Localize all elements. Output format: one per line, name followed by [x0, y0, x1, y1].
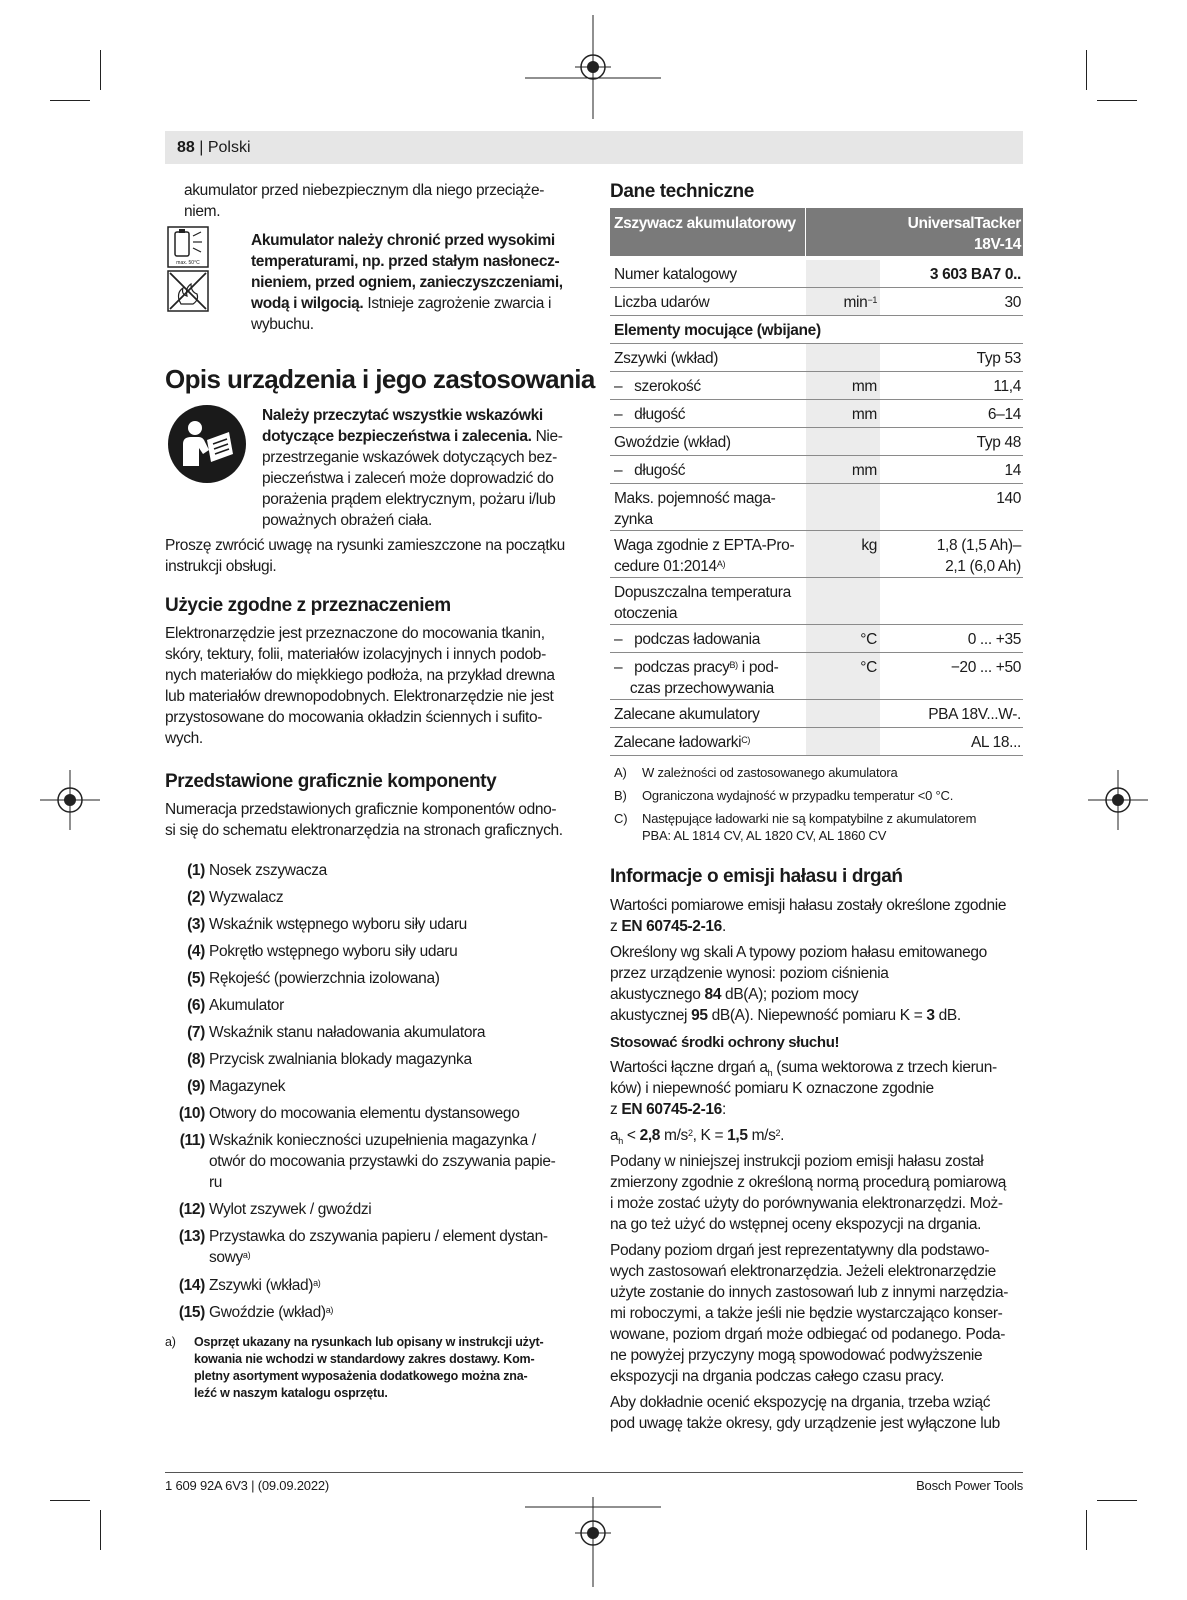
noise-line: [610, 1099, 726, 1120]
table-cell-label: – długość: [614, 406, 686, 423]
header-separator: |: [194, 139, 208, 156]
read-manual-line: poważnych obrażeń ciała.: [262, 512, 432, 529]
noise-line: [610, 916, 726, 937]
noise-text: akustycznej: [610, 1007, 692, 1024]
component-text-line: Gwoździe (wkład): [209, 1304, 326, 1321]
noise-value: 1,5: [727, 1127, 748, 1144]
table-cell-label: [614, 582, 791, 624]
noise-line: zmierzony zgodnie z określoną normą procedurą pomiarową: [610, 1174, 1007, 1191]
no-water-fire-icon: [167, 270, 209, 312]
table-header-model: UniversalTacker: [907, 215, 1021, 232]
table-row: [610, 316, 1023, 344]
component-text: [209, 1275, 579, 1296]
components-footnote: [194, 1334, 594, 1402]
table-cell-value: Typ 53: [976, 350, 1021, 367]
noise-text: m/s: [660, 1127, 688, 1144]
noise-subscript: h: [767, 1068, 773, 1079]
components-footnote-line: pletny asortyment wyposażenia dodatkowego można zna-: [194, 1369, 528, 1383]
component-text-line: Przystawka do zszywania papieru / element dystan-: [209, 1228, 548, 1245]
table-cell-label: [614, 488, 776, 530]
footer-left: 1 609 92A 6V3 | (09.09.2022): [165, 1478, 330, 1493]
crop-mark: [1097, 1500, 1137, 1501]
component-number: (1): [187, 862, 205, 879]
noise-line: i może zostać użyty do porównywania elektronarzędzi. Moż-: [610, 1195, 1003, 1212]
table-cell-unit: °C: [860, 631, 877, 648]
table-cell-label-line: cedure 01:2014: [614, 558, 717, 575]
read-manual-bold: dotyczące bezpieczeństwa i zalecenia.: [262, 428, 532, 445]
components-footnote-line: kowania nie wchodzi w standardowy zakres dostawy. Kom-: [194, 1352, 535, 1366]
noise-standard: EN 60745-2-16: [621, 1101, 722, 1118]
component-text-line: sowy: [209, 1249, 243, 1266]
crop-mark: [1097, 100, 1137, 101]
table-footnote-ref: B): [729, 660, 738, 670]
noise-line: Określony wg skali A typowy poziom hałasu emitowanego: [610, 944, 987, 961]
battery-warning-line: Akumulator należy chronić przed wysokimi: [251, 232, 555, 249]
hearing-protection-warning: Stosować środki ochrony słuchu!: [610, 1034, 840, 1051]
note-line: Proszę zwrócić uwagę na rysunki zamieszczone na początku: [165, 537, 565, 554]
component-text-line: Zszywki (wkład): [209, 1277, 314, 1294]
table-row: [610, 288, 1023, 316]
intended-use-line: przystosowane do mocowania okładzin ściennych i sufito-: [165, 709, 543, 726]
note-line: instrukcji obsługi.: [165, 558, 277, 575]
component-number: (4): [187, 943, 205, 960]
component-text: Wskaźnik stanu naładowania akumulatora: [209, 1024, 486, 1041]
component-text: [209, 1226, 579, 1268]
battery-warning-bold: wodą i wilgocią.: [251, 295, 364, 312]
table-cell-label: – szerokość: [614, 378, 701, 395]
crop-mark: [1086, 1510, 1087, 1550]
table-cell-label-line: otoczenia: [614, 605, 678, 622]
crop-mark: [1086, 50, 1087, 90]
noise-line: użyte zostanie do innych zastosowań lub z innymi narzędzia-: [610, 1284, 1009, 1301]
table-cell-value: PBA 18V...W-.: [928, 706, 1021, 723]
table-cell-value: −20 ... +50: [950, 659, 1021, 676]
component-text-line: Wskaźnik konieczności uzupełnienia magazynka /: [209, 1132, 536, 1149]
tech-data-title: Dane techniczne: [610, 181, 754, 202]
noise-line: przez urządzenie wynosi: poziom ciśnienia: [610, 965, 889, 982]
noise-text: akustycznego: [610, 986, 705, 1003]
noise-value: 95: [691, 1007, 708, 1024]
noise-line: ekspozycji na drgania podczas całego czasu pracy.: [610, 1368, 945, 1385]
component-number: (6): [187, 997, 205, 1014]
component-number: (8): [187, 1051, 205, 1068]
component-text: [209, 1130, 579, 1193]
table-cell-value-line: 2,1 (6,0 Ah): [945, 558, 1021, 575]
noise-text: Wartości łączne drgań a: [610, 1059, 768, 1076]
table-row: [610, 400, 1023, 428]
table-footnote-ref: C): [741, 735, 751, 745]
unit-exponent: −1: [867, 295, 877, 305]
component-text: Pokrętło wstępnego wyboru siły udaru: [209, 943, 458, 960]
battery-warning-line: [251, 293, 551, 314]
registration-mark-left: [40, 770, 100, 830]
noise-text: m/s: [747, 1127, 776, 1144]
table-cell-label: Zalecane akumulatory: [614, 706, 760, 723]
component-number: (14): [178, 1277, 205, 1294]
table-cell-label-line: – podczas pracy: [614, 659, 730, 676]
noise-text: , K =: [692, 1127, 728, 1144]
table-row: [610, 653, 1023, 700]
component-number: (11): [179, 1132, 205, 1149]
table-row: [610, 700, 1023, 728]
table-cell-label-line: Dopuszczalna temperatura: [614, 584, 791, 601]
table-cell-value: 3 603 BA7 0..: [929, 266, 1021, 283]
component-text: Nosek zszywacza: [209, 862, 327, 879]
table-section-label: Elementy mocujące (wbijane): [614, 322, 821, 339]
table-footnote: [614, 787, 1014, 804]
table-cell-value: 11,4: [993, 378, 1021, 395]
table-cell-label-line: Zalecane ładowarki: [614, 734, 742, 751]
battery-warning-line: wybuchu.: [251, 316, 314, 333]
table-cell-label-line: Waga zgodnie z EPTA-Pro-: [614, 537, 795, 554]
table-cell-value: 30: [1004, 294, 1021, 311]
component-text: Akumulator: [209, 997, 284, 1014]
noise-text: :: [721, 1101, 726, 1118]
table-cell-value: 0 ... +35: [967, 631, 1021, 648]
table-footnote-label: B): [614, 788, 627, 803]
table-footnote-text: Ograniczona wydajność w przypadku temperatur <0 °C.: [642, 788, 954, 803]
read-manual-line: [262, 426, 563, 447]
registration-mark-top: [525, 15, 661, 119]
intended-use-line: Elektronarzędzie jest przeznaczone do mocowania tkanin,: [165, 625, 545, 642]
table-footnote-text: W zależności od zastosowanego akumulatora: [642, 765, 898, 780]
noise-line: ków) i niepewność pomiaru K oznaczone zgodnie: [610, 1080, 934, 1097]
table-cell-value: 140: [996, 490, 1021, 507]
component-text: Wylot zszywek / gwoździ: [209, 1201, 372, 1218]
header-language: Polski: [207, 139, 251, 156]
component-text: Otwory do mocowania elementu dystansowego: [209, 1105, 520, 1122]
noise-title: Informacje o emisji hałasu i drgań: [610, 866, 903, 887]
table-header: [610, 208, 1023, 256]
noise-line: Aby dokładnie ocenić ekspozycję na drgania, trzeba wziąć: [610, 1394, 991, 1411]
table-header-cell: [610, 208, 805, 256]
read-manual-line: Należy przeczytać wszystkie wskazówki: [262, 407, 543, 424]
noise-line: mi roboczymi, a także jeśli nie będzie wystarczająco konser-: [610, 1305, 1003, 1322]
component-number: (3): [187, 916, 205, 933]
vibration-value-line: [610, 1125, 784, 1152]
components-footnote-line: Osprzęt ukazany na rysunkach lub opisany w instrukcji użyt-: [194, 1335, 544, 1349]
table-footnote-line: Następujące ładowarki nie są kompatybilne z akumulatorem: [642, 811, 977, 826]
table-cell-value-line: 1,8 (1,5 Ah)–: [936, 537, 1021, 554]
intro-line: niem.: [184, 203, 221, 220]
table-cell-value: Typ 48: [976, 434, 1021, 451]
component-text-line: ru: [209, 1174, 223, 1191]
noise-text: <: [622, 1127, 640, 1144]
table-footnote: [614, 810, 1024, 844]
noise-line: Wartości pomiarowe emisji hałasu zostały określone zgodnie: [610, 897, 1007, 914]
table-cell-label: Zszywki (wkład): [614, 350, 719, 367]
component-number: (2): [187, 889, 205, 906]
table-cell-label: Numer katalogowy: [614, 266, 737, 283]
component-text: Przycisk zwalniania blokady magazynka: [209, 1051, 472, 1068]
noise-text: .: [721, 918, 726, 935]
table-footnote-label: A): [614, 765, 627, 780]
component-number: (7): [187, 1024, 205, 1041]
page-header: [177, 139, 251, 157]
table-header-cell: [806, 208, 1023, 256]
table-cell-label-line: Maks. pojemność maga-: [614, 490, 776, 507]
table-cell-unit: [844, 292, 878, 313]
table-footnote-ref: A): [716, 559, 726, 569]
table-row: [610, 456, 1023, 484]
registration-mark-right: [1088, 770, 1148, 830]
noise-line: [610, 1005, 961, 1026]
intended-use-line: lub materiałów drewnopodobnych. Elektronarzędzie nie jest: [165, 688, 554, 705]
temperature-warning-icon: [167, 226, 209, 268]
noise-standard: EN 60745-2-16: [621, 918, 722, 935]
read-manual-line: przestrzeganie wskazówek dotyczących bez-: [262, 449, 557, 466]
crop-mark: [100, 50, 101, 90]
section-title: Opis urządzenia i jego zastosowania: [165, 364, 595, 394]
table-cell-label-tail: i pod-: [737, 659, 779, 676]
table-cell-label-line: zynka: [614, 511, 653, 528]
table-cell-value: 14: [1004, 462, 1021, 479]
noise-line: wych zastosowań elektronarzędzia. Jeżeli elektronarzędzie: [610, 1263, 996, 1280]
noise-line: pod uwagę także okresy, gdy urządzenie jest wyłączone lub: [610, 1415, 1000, 1432]
noise-value: 84: [704, 986, 722, 1003]
read-manual-line: porażenia prądem elektrycznym, pożaru i/lub: [262, 491, 556, 508]
table-cell-label: Gwoździe (wkład): [614, 434, 731, 451]
unit-text: min: [843, 294, 868, 311]
read-manual-line: pieczeństwa i zaleceń może doprowadzić do: [262, 470, 554, 487]
table-row: [610, 344, 1023, 372]
component-number: (12): [178, 1201, 205, 1218]
battery-warning-line: temperaturami, np. przed stałym nasłonecz-: [251, 253, 560, 270]
footer-rule: [165, 1472, 1023, 1473]
components-footnote-line: leźć w naszym katalogu osprzętu.: [194, 1386, 388, 1400]
table-footnote-line: PBA: AL 1814 CV, AL 1820 CV, AL 1860 CV: [642, 828, 887, 843]
component-number: (13): [178, 1228, 205, 1245]
crop-mark: [50, 1500, 90, 1501]
noise-text: a: [610, 1127, 619, 1144]
intended-use-line: skóry, tektury, folii, materiałów izolacyjnych i innych podob-: [165, 646, 546, 663]
component-number: (10): [178, 1105, 205, 1122]
component-text: [209, 1302, 579, 1323]
noise-line: Podany w niniejszej instrukcji poziom emisji hałasu został: [610, 1153, 984, 1170]
table-cell-label: – podczas ładowania: [614, 631, 761, 648]
component-text: Wyzwalacz: [209, 889, 284, 906]
battery-warning-line: nieniem, przed ogniem, zanieczyszczeniami,: [251, 274, 563, 291]
table-cell-label: [614, 732, 750, 753]
noise-text: z: [610, 1101, 622, 1118]
noise-text: (suma wektorowa z trzech kierun-: [772, 1059, 997, 1076]
footer-right: Bosch Power Tools: [916, 1478, 1023, 1493]
registration-mark-bottom: [525, 1497, 661, 1587]
component-number: (9): [187, 1078, 205, 1095]
temperature-icon-label: max. 50°C: [176, 260, 200, 266]
noise-line: [610, 984, 858, 1005]
noise-text: z: [610, 918, 622, 935]
table-cell-label: – długość: [614, 462, 686, 479]
table-header-left: Zszywacz akumulatorowy: [614, 215, 796, 232]
noise-line: ne powyżej przyczyny mogą spowodować podwyższenie: [610, 1347, 983, 1364]
table-cell-value: AL 18...: [970, 734, 1021, 751]
page-number: 88: [177, 139, 195, 156]
noise-text: dB.: [934, 1007, 961, 1024]
intended-use-title: Użycie zgodne z przeznaczeniem: [165, 595, 451, 616]
table-cell-value: [937, 535, 1021, 577]
noise-text: dB(A); poziom mocy: [721, 986, 859, 1003]
table-cell-unit: kg: [861, 537, 877, 554]
components-title: Przedstawione graficznie komponenty: [165, 771, 497, 792]
noise-subscript: h: [618, 1136, 623, 1147]
table-cell-label: [614, 657, 778, 699]
intro-line: akumulator przed niebezpiecznym dla niego przeciąże-: [184, 182, 545, 199]
noise-text: dB(A). Niepewność pomiaru K =: [707, 1007, 927, 1024]
component-footnote-ref: a): [325, 1305, 334, 1315]
noise-line: wowane, poziom drgań może odbiegać od podanego. Poda-: [610, 1326, 1006, 1343]
crop-mark: [100, 1510, 101, 1550]
read-manual-tail: Nie-: [531, 428, 563, 445]
table-footnote: [614, 764, 1014, 781]
crop-mark: [50, 100, 90, 101]
component-footnote-ref: a): [242, 1250, 251, 1260]
table-header-model: 18V-14: [973, 236, 1021, 253]
table-cell-value: 6–14: [987, 406, 1021, 423]
table-row: [610, 728, 1023, 756]
noise-line: na go też użyć do wstępnej oceny ekspozycji na drgania.: [610, 1216, 982, 1233]
header-bar: [165, 131, 1023, 164]
table-row: [610, 372, 1023, 400]
table-row: [610, 484, 1023, 531]
table-row: [610, 428, 1023, 456]
read-manual-icon: [167, 404, 247, 484]
component-text-line: otwór do mocowania przystawki do zszywania papie-: [209, 1153, 556, 1170]
component-text: Rękojeść (powierzchnia izolowana): [209, 970, 440, 987]
component-number: (5): [187, 970, 205, 987]
components-intro-line: si się do schematu elektronarzędzia na stronach graficznych.: [165, 822, 563, 839]
noise-superscript: 2: [775, 1128, 781, 1138]
components-footnote-label: a): [165, 1335, 176, 1349]
table-row: [610, 625, 1023, 653]
table-cell-label: Liczba udarów: [614, 294, 710, 311]
table-row: [610, 531, 1023, 578]
table-cell-unit: mm: [851, 378, 877, 395]
table-cell-label-line: czas przechowywania: [614, 680, 774, 697]
battery-warning-tail: Istnieje zagrożenie zwarcia i: [363, 295, 552, 312]
table-row: [610, 578, 1023, 625]
noise-line: Podany poziom drgań jest reprezentatywny dla podstawo-: [610, 1242, 990, 1259]
noise-superscript: 2: [687, 1128, 693, 1138]
table-cell-label: [614, 535, 794, 577]
noise-value: 3: [926, 1007, 935, 1024]
component-number: (15): [178, 1304, 205, 1321]
noise-value: 2,8: [639, 1127, 661, 1144]
table-cell-unit: mm: [851, 462, 877, 479]
table-cell-unit: °C: [860, 659, 877, 676]
component-text: Magazynek: [209, 1078, 286, 1095]
table-footnote-label: C): [614, 811, 628, 826]
intended-use-line: nych materiałów do miękkiego podłoża, na przykład drewna: [165, 667, 555, 684]
noise-text: .: [780, 1127, 785, 1144]
component-footnote-ref: a): [313, 1278, 321, 1288]
components-intro-line: Numeracja przedstawionych graficznie komponentów odno-: [165, 801, 557, 818]
table-footnote-text: [642, 810, 976, 844]
intended-use-line: wych.: [165, 730, 203, 747]
table-row: [610, 260, 1023, 288]
component-text: Wskaźnik wstępnego wyboru siły udaru: [209, 916, 467, 933]
table-cell-unit: mm: [851, 406, 877, 423]
